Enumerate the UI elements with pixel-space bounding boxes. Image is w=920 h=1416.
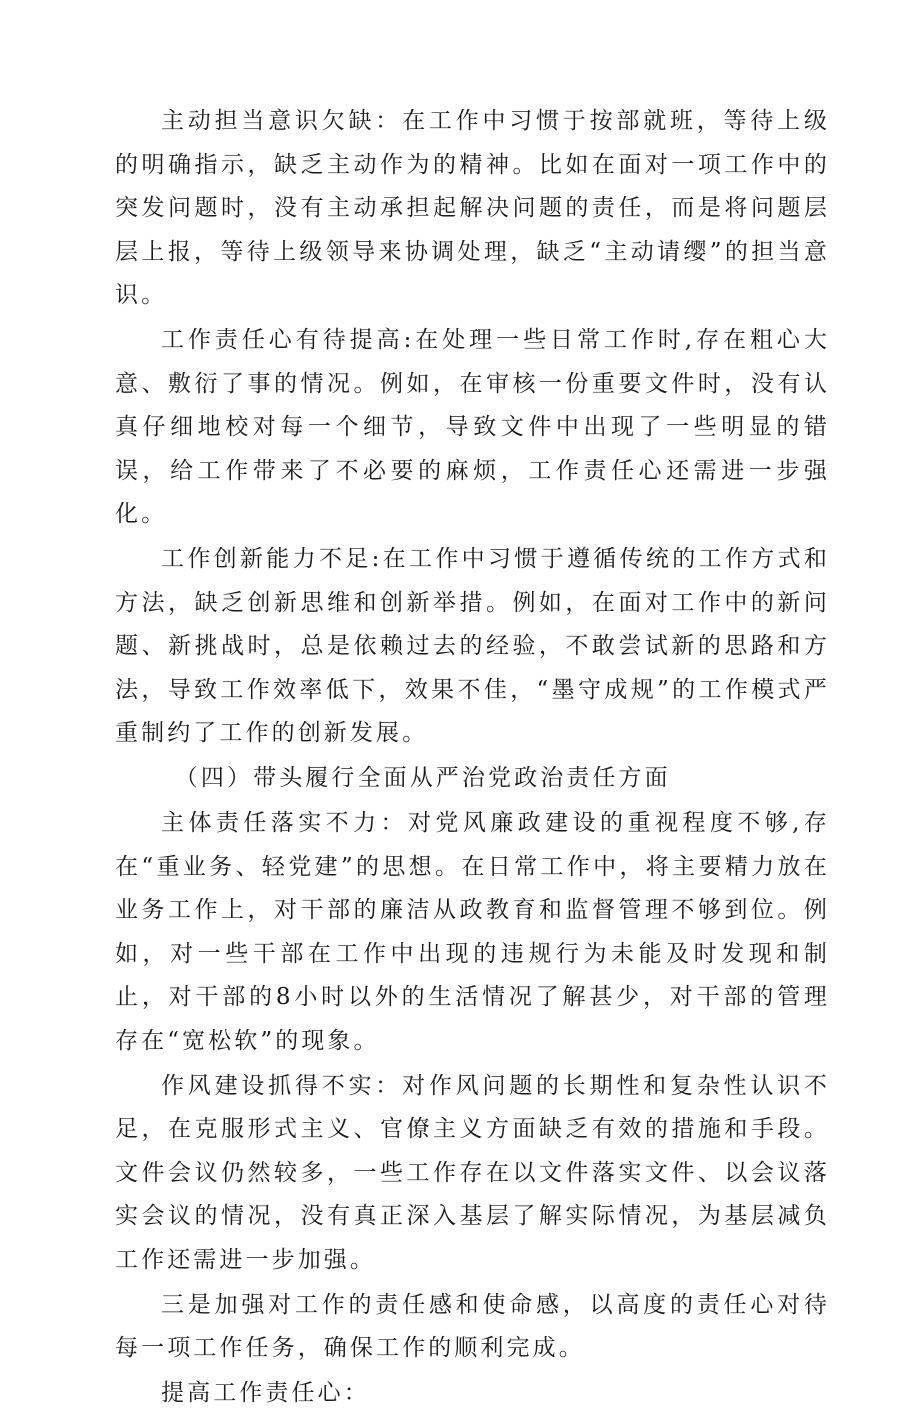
paragraph-improve-responsibility: 提高工作责任心： [161, 1380, 370, 1406]
paragraph-responsibility: 工作责任心有待提高:在处理一些日常工作时,存在粗心大意、敷衍了事的情况。例如，在审核一份重要文件时，没有认真仔细地校对每一个细节，导致文件中出现了一些明显的错误，给工作带来了不必要的麻烦，工作责任心还需进一步强化。 [115, 327, 830, 527]
paragraph-main-responsibility: 主体责任落实不力：对党风廉政建设的重视程度不够,存在“重业务、轻党建”的思想。在日常工作中，将主要精力放在业务工作上，对干部的廉洁从政教育和监督管理不够到位。例如，对一些干部在工作中出现的违规行为未能及时发现和制止，对干部的8小时以外的生活情况了解甚少，对干部的管理存在“宽松软”的现象。 [115, 810, 830, 1054]
paragraph-innovation: 工作创新能力不足:在工作中习惯于遵循传统的工作方式和方法，缺乏创新思维和创新举措。例如，在面对工作中的新问题、新挑战时，总是依赖过去的经验，不敢尝试新的思路和方法，导致工作效率低下，效果不佳，“墨守成规”的工作模式严重制约了工作的创新发展。 [115, 546, 830, 746]
paragraph-initiative: 主动担当意识欠缺：在工作中习惯于按部就班，等待上级的明确指示，缺乏主动作为的精神。比如在面对一项工作中的突发问题时，没有主动承担起解决问题的责任，而是将问题层层上报，等待上级领导来协调处理，缺乏“主动请缨”的担当意识。 [115, 108, 830, 308]
paragraph-sense-of-duty: 三是加强对工作的责任感和使命感，以高度的责任心对待每一项工作任务，确保工作的顺利完成。 [115, 1291, 830, 1361]
paragraph-work-style: 作风建设抓得不实：对作风问题的长期性和复杂性认识不足，在克服形式主义、官僚主义方面缺乏有效的措施和手段。文件会议仍然较多，一些工作存在以文件落实文件、以会议落实会议的情况，没有真正深入基层了解实际情况，为基层减负工作还需进一步加强。 [115, 1072, 830, 1273]
section-heading: （四）带头履行全面从严治党政治责任方面 [174, 765, 671, 791]
